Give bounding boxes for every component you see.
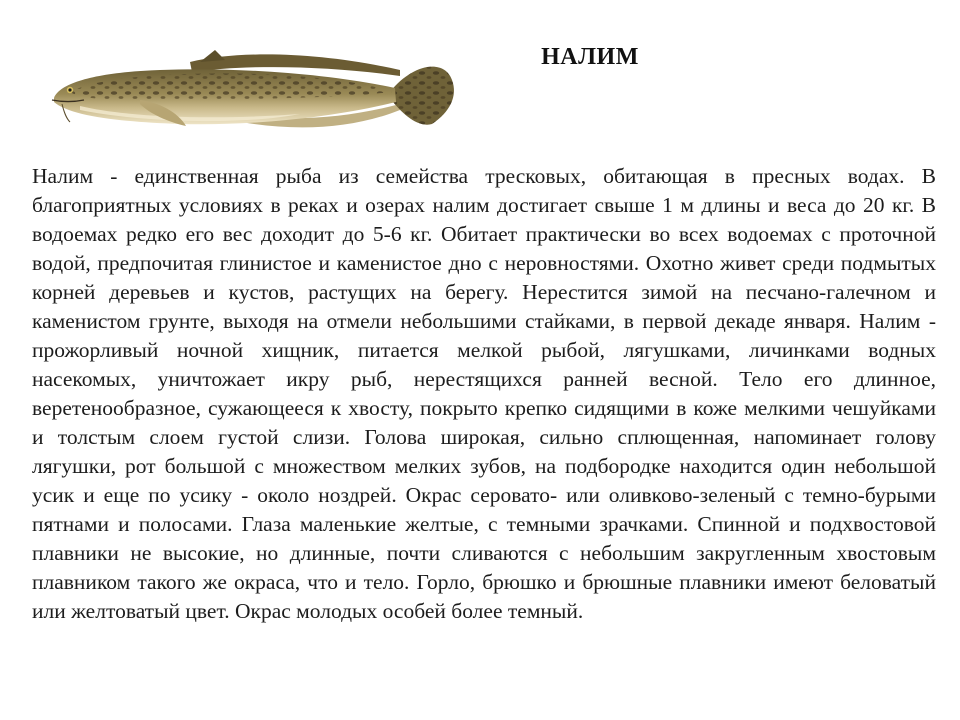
body-paragraph: Налим - единственная рыба из семейства тресковых, обитающая в пресных водах. В благоприятных условиях в реках и озерах налим достигает свыше 1 м длины и веса до 20 кг. В водоемах редко его вес доходит до 5-6 кг. Обитает практически во всех водоемах с проточной водой, предпочитая глинистое и каменистое дно с неровностями. Охотно живет среди подмытых корней деревьев и кустов, растущих на берегу. Нерестится зимой на песчано-галечном и каменистом грунте, выходя на отмели небольшими стайками, в первой декаде января. Налим - прожорливый ночной хищник, питается мелкой рыбой, лягушками, личинками водных насекомых, уничтожает икру рыб, нерестящихся ранней весной. Тело его длинное, веретенообразное, сужающееся к хвосту, покрыто крепко сидящими в коже мелкими чешуйками и толстым слоем густой слизи. Голова широкая, сильно сплющенная, напоминает голову лягушки, рот большой с множеством мелких зубов, на подбородке находится один небольшой усик и еще по усику - около ноздрей. Окрас серовато- или оливково-зеленый с темно-бурыми пятнами и полосами. Глаза маленькие желтые, с темными зрачками. Спинной и подхвостовой плавники не высокие, но длинные, почти сливаются с небольшим закругленным хвостовым плавником такого же окраса, что и тело. Горло, брюшко и брюшные плавники имеют беловатый или желтоватый цвет. Окрас молодых особей более темный. <box>32 164 936 623</box>
page-title: НАЛИМ <box>541 44 639 70</box>
burbot-fish-illustration <box>40 40 460 140</box>
